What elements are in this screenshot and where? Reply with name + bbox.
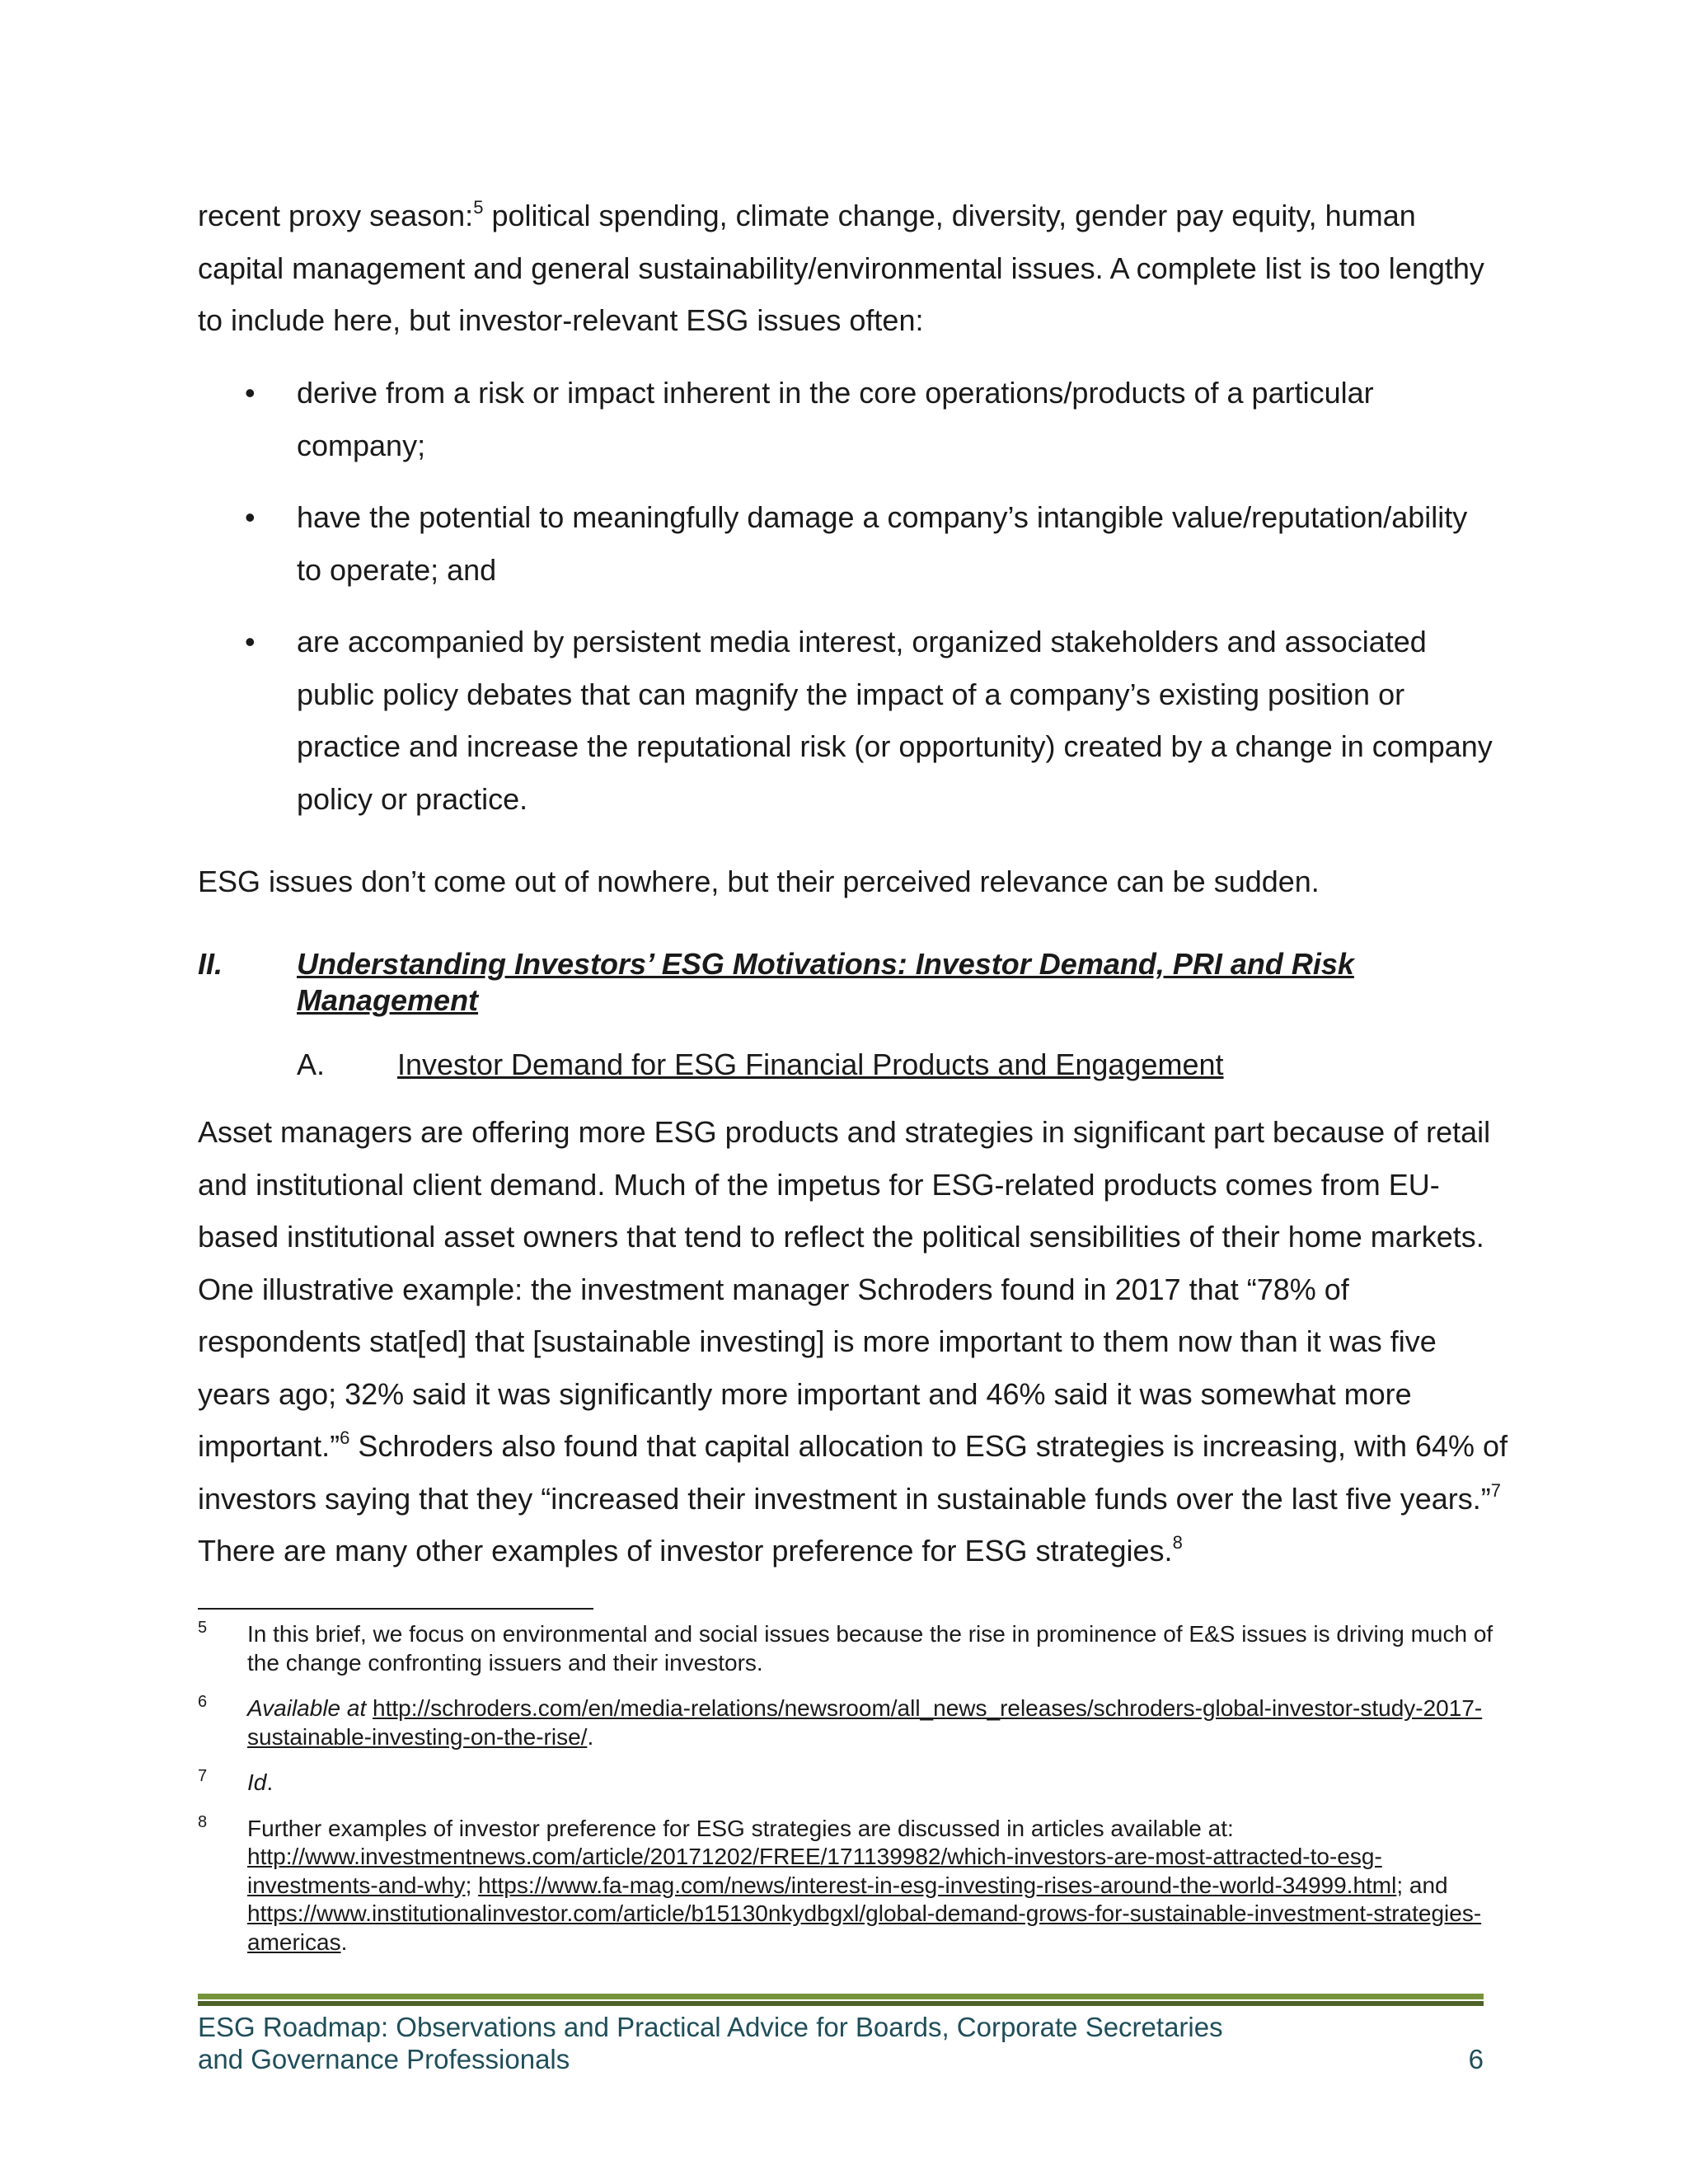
paragraph-proxy-season: recent proxy season:$^5$ political spending, climate change, diversity, gender pay equity, human capital management and general sustainability/environmental issues. A complete list is too lengthy to include here, but investor-relevant ESG issues often:: [198, 197, 1484, 337]
footnote-7: 7 Id.: [198, 1769, 1500, 1797]
footnotes: [198, 1620, 1500, 1974]
footnote-ref-6[interactable]: 6: [340, 1427, 350, 1448]
footnote-ref-8[interactable]: 8: [1172, 1532, 1183, 1553]
paragraph-esg-relevance: ESG issues don’t come out of nowhere, but their perceived relevance can be sudden.: [198, 865, 1320, 898]
institutionalinvestor-link[interactable]: https://www.institutionalinvestor.com/article/b15130nkydbgxl/global-demand-grows-for-sustainable-investment-strategies-americas: [247, 1900, 1482, 1955]
schroders-link[interactable]: http://schroders.com/en/media-relations/newsroom/all_news_releases/schroders-global-investor-study-2017-sustainable-investing-on-the-rise/: [247, 1695, 1483, 1750]
footnote-number: 5: [198, 1619, 208, 1637]
footnote-ref-5[interactable]: 5: [473, 197, 484, 218]
section-heading: [198, 946, 1517, 1019]
fa-mag-link[interactable]: https://www.fa-mag.com/news/interest-in-esg-investing-rises-around-the-world-34999.html: [478, 1872, 1397, 1898]
list-item: • have the potential to meaningfully damage a company’s intangible value/reputation/ability to operate; and: [198, 491, 1500, 596]
investmentnews-link[interactable]: http://www.investmentnews.com/article/20171202/FREE/171139982/which-investors-are-most-attracted-to-esg-investments-and-why: [247, 1844, 1382, 1898]
footer-title-line-2: and Governance Professionals: [198, 2044, 570, 2074]
footer-rule-dark: [198, 2001, 1484, 2006]
footer-rule: [198, 1994, 1484, 1999]
bullet-list: [198, 367, 1500, 845]
bullet-icon: •: [245, 625, 256, 658]
bullet-icon: •: [245, 376, 256, 410]
subsection-title: Investor Demand for ESG Financial Products and Engagement: [397, 1047, 1224, 1081]
section-number: II.: [198, 947, 223, 981]
footnote-8: 8 Further examples of investor preference for ESG strategies are discussed in articles available at: http://www.investmentnews.com/article/20171202/FREE/171139982/which-investors-are-most-attracted-to-esg-investments-and-why; https://www.fa-mag.com/news/interest-in-esg-investing-rises-around-the-world-34999.html; and https://www.institutionalinvestor.com/article/b15130nkydbgxl/global-demand-grows-for-sustainable-investment-strategies-americas.: [198, 1815, 1500, 1957]
bullet-icon: •: [245, 500, 256, 534]
footnote-ref-7[interactable]: 7: [1490, 1479, 1502, 1501]
subsection-letter: A.: [297, 1047, 326, 1081]
paragraph-investor-demand: Asset managers are offering more ESG products and strategies in significant part because of retail and institutional client demand. Much of the impetus for ESG-related products comes from EU-based institutional asset owners that tend to reflect the political sensibilities of their home markets. One illustrative example: the investment manager Schroders found in 2017 that “78% of respondents stat[ed] that [sustainable investing] is more important to them now than it was five years ago; 32% said it was significantly more important and 46% said it was somewhat more important.”$^6$ Schroders also found that capital allocation to ESG strategies is increasing, with 64% of investors saying that they “increased their investment in sustainable funds over the last five years.”$^7$ There are many other examples of investor preference for ESG strategies.$^8$: [198, 1115, 1508, 1568]
footnote-number: 7: [198, 1767, 208, 1785]
list-item: • are accompanied by persistent media interest, organized stakeholders and associated public policy debates that can magnify the impact of a company’s existing position or practice and increase the reputational risk (or opportunity) created by a change in company policy or practice.: [198, 616, 1500, 825]
footer-title-line-1: ESG Roadmap: Observations and Practical Advice for Boards, Corporate Secretaries: [198, 2012, 1223, 2042]
footnote-separator: [198, 1608, 593, 1610]
footnote-number: 8: [198, 1812, 208, 1831]
page-footer: [198, 2011, 1484, 2075]
subsection-heading: [297, 1047, 1224, 1083]
footnote-number: 6: [198, 1693, 208, 1711]
section-title: Understanding Investors’ ESG Motivations: Investor Demand, PRI and Risk Management: [297, 947, 1354, 1017]
page-number: 6: [1468, 2044, 1484, 2074]
list-item: • derive from a risk or impact inherent in the core operations/products of a particular company;: [198, 367, 1500, 471]
footnote-6: 6 Available at http://schroders.com/en/media-relations/newsroom/all_news_releases/schroders-global-investor-study-2017-sustainable-investing-on-the-rise/.: [198, 1694, 1500, 1751]
footnote-5: 5 In this brief, we focus on environmental and social issues because the rise in prominence of E&S issues is driving much of the change confronting issuers and their investors.: [198, 1620, 1500, 1677]
